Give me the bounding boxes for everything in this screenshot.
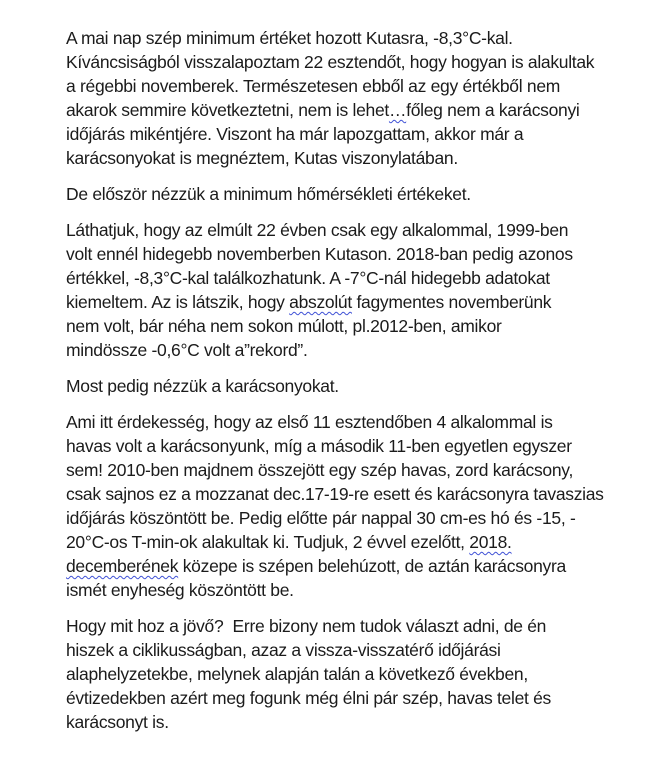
text-run: értékkel, -8,3°C-kal találkozhatunk. A -7°C-nál hidegebb adatokat [66, 268, 550, 288]
text-line [66, 338, 635, 362]
text-line [66, 578, 635, 602]
text-line [66, 530, 635, 554]
text-run: A mai nap szép minimum értéket hozott Kutasra, -8,3°C-kal. [66, 28, 513, 48]
text-line [66, 482, 635, 506]
text-line [66, 506, 635, 530]
text-line [66, 98, 635, 122]
text-line [66, 458, 635, 482]
text-run: ismét enyheség köszöntött be. [66, 580, 294, 600]
text-run: évtizedekben azért meg fogunk még élni pár szép, havas telet és [66, 688, 552, 708]
text-line [66, 554, 635, 578]
text-line [66, 266, 635, 290]
paragraph [66, 410, 635, 602]
text-run: 20°C-os T-min-ok alakultak ki. Tudjuk, 2 évvel ezelőtt, [66, 532, 470, 552]
text-run: a régebbi novemberek. Természetesen ebből az egy értékből nem [66, 76, 561, 96]
spellcheck-flagged-text: abszolút [289, 292, 352, 312]
text-line [66, 434, 635, 458]
paragraph [66, 26, 635, 170]
text-line [66, 686, 635, 710]
text-run: havas volt a karácsonyunk, míg a második 11-ben egyetlen egyszer [66, 436, 572, 456]
text-line [66, 122, 635, 146]
text-run: Ami itt érdekesség, hogy az első 11 esztendőben 4 alkalommal is [66, 412, 553, 432]
text-run: De először nézzük a minimum hőmérsékleti értékeket. [66, 184, 471, 204]
text-run: főleg nem a karácsonyi [406, 100, 580, 120]
paragraph [66, 374, 635, 398]
text-run: volt ennél hidegebb novemberben Kutason. 2018-ban pedig azonos [66, 244, 573, 264]
paragraph [66, 614, 635, 734]
text-run: nem volt, bár néha nem sokon múlott, pl.2012-ben, amikor [66, 316, 502, 336]
spellcheck-flagged-text: 2018. [469, 532, 512, 552]
text-line [66, 374, 635, 398]
text-line [66, 182, 635, 206]
document-body [66, 26, 635, 734]
text-run: Kíváncsiságból visszalapoztam 22 esztendőt, hogy hogyan is alakultak [66, 52, 595, 72]
text-line [66, 314, 635, 338]
text-line [66, 410, 635, 434]
text-run: alaphelyzetekbe, melynek alapján talán a következő években, [66, 664, 528, 684]
spellcheck-flagged-text: … [388, 100, 407, 120]
text-line [66, 26, 635, 50]
text-run: közepe is szépen belehúzott, de aztán karácsonyra [178, 556, 566, 576]
text-line [66, 614, 635, 638]
text-line [66, 662, 635, 686]
text-line [66, 710, 635, 734]
text-run: karácsonyokat is megnéztem, Kutas viszonylatában. [66, 148, 458, 168]
text-line [66, 218, 635, 242]
text-line [66, 50, 635, 74]
text-line [66, 146, 635, 170]
text-run: sem! 2010-ben majdnem összejött egy szép havas, zord karácsony, [66, 460, 574, 480]
text-line [66, 638, 635, 662]
text-run: Láthatjuk, hogy az elmúlt 22 évben csak egy alkalommal, 1999-ben [66, 220, 569, 240]
text-run: időjárás mikéntjére. Viszont ha már lapozgattam, akkor már a [66, 124, 524, 144]
text-run: hiszek a ciklikusságban, azaz a vissza-visszatérő időjárási [66, 640, 501, 660]
paragraph [66, 182, 635, 206]
text-run: karácsonyt is. [66, 712, 169, 732]
text-run: Most pedig nézzük a karácsonyokat. [66, 376, 339, 396]
text-run: fagymentes novemberünk [351, 292, 552, 312]
text-line [66, 74, 635, 98]
text-run: Hogy mit hoz a jövő? Erre bizony nem tudok választ adni, de én [66, 616, 547, 636]
text-run: mindössze -0,6°C volt a”rekord”. [66, 340, 308, 360]
text-line [66, 290, 635, 314]
text-run: akarok semmire következtetni, nem is lehet [66, 100, 389, 120]
text-run: csak sajnos ez a mozzanat dec.17-19-re esett és karácsonyra tavaszias [66, 484, 604, 504]
text-line [66, 242, 635, 266]
spellcheck-flagged-text: decemberének [66, 556, 179, 576]
paragraph [66, 218, 635, 362]
text-run: kiemeltem. Az is látszik, hogy [66, 292, 290, 312]
text-run: időjárás köszöntött be. Pedig előtte pár nappal 30 cm-es hó és -15, - [66, 508, 576, 528]
